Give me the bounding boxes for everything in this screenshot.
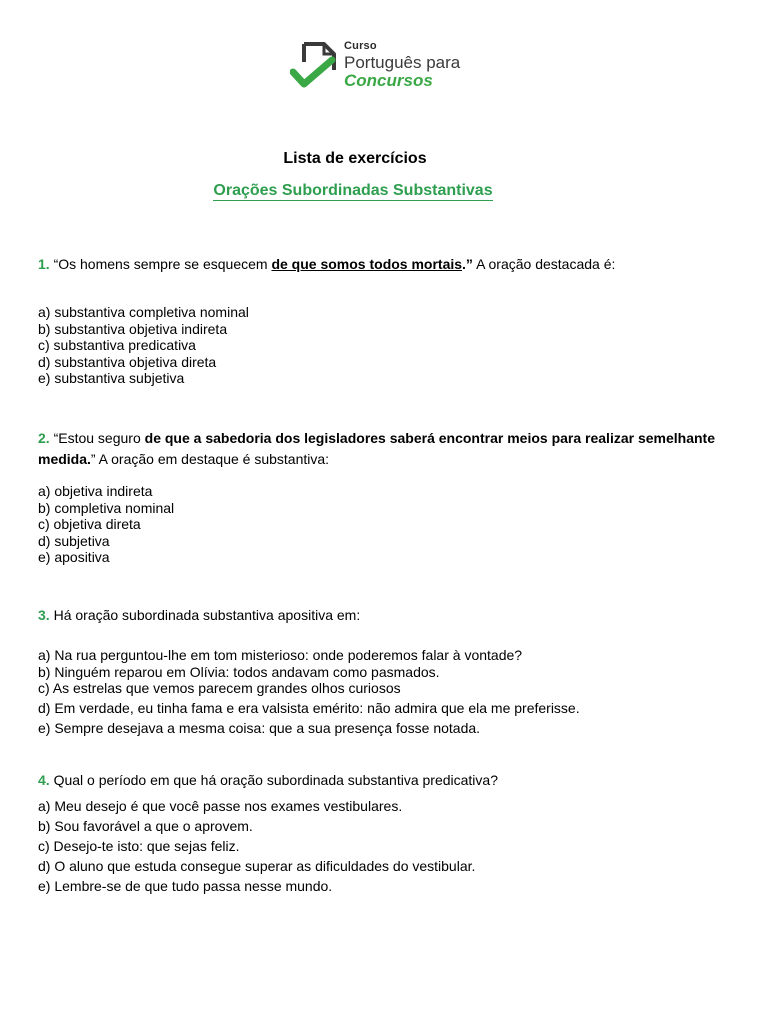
question-text-end: ” A oração em destaque é substantiva: <box>90 451 330 467</box>
option-a: a) Meu desejo é que você passe nos exames vestibulares. <box>38 798 403 814</box>
question-4-options <box>38 796 738 896</box>
question-1 <box>38 254 738 274</box>
question-text: Há oração subordinada substantiva apositiva em: <box>53 607 361 623</box>
option-a: a) Na rua perguntou-lhe em tom misterioso: onde poderemos falar à vontade? <box>38 647 523 663</box>
question-text: “Estou seguro <box>53 430 141 446</box>
option-d: d) O aluno que estuda consegue superar as dificuldades do vestibular. <box>38 858 476 874</box>
course-logo <box>290 38 490 96</box>
highlighted-clause: de que somos todos mortais <box>271 256 463 272</box>
question-text: “Os homens sempre se esquecem <box>53 256 268 272</box>
question-number: 3. <box>38 607 50 623</box>
question-2 <box>38 428 738 470</box>
option-e: e) substantiva subjetiva <box>38 370 185 386</box>
document-check-icon <box>290 40 342 92</box>
question-1-options <box>38 304 738 387</box>
option-d: d) subjetiva <box>38 532 110 549</box>
option-c: c) As estrelas que vemos parecem grandes olhos curiosos <box>38 680 401 696</box>
question-3-options <box>38 647 738 738</box>
option-d: d) substantiva objetiva direta <box>38 353 217 370</box>
logo-line-curso: Curso <box>344 40 377 52</box>
option-d: d) Em verdade, eu tinha fama e era valsista emérito: não admira que ela me preferisse. <box>38 700 580 716</box>
question-text: Qual o período em que há oração subordinada substantiva predicativa? <box>53 772 498 788</box>
question-number: 4. <box>38 772 50 788</box>
option-e: e) apositiva <box>38 549 110 565</box>
option-b: b) completiva nominal <box>38 499 175 516</box>
option-a: a) substantiva completiva nominal <box>38 304 249 320</box>
option-c: c) substantiva predicativa <box>38 337 196 353</box>
option-b: b) Sou favorável a que o aprovem. <box>38 818 253 834</box>
option-c: c) objetiva direta <box>38 516 141 532</box>
option-e: e) Sempre desejava a mesma coisa: que a sua presença fosse notada. <box>38 720 481 736</box>
option-b: b) Ninguém reparou em Olívia: todos andavam como pasmados. <box>38 663 440 680</box>
option-c: c) Desejo-te isto: que sejas feliz. <box>38 838 240 854</box>
option-a: a) objetiva indireta <box>38 483 153 499</box>
logo-line-portugues: Português para <box>344 53 461 72</box>
question-number: 2. <box>38 430 50 446</box>
subtitle-text: Orações Subordinadas Substantivas <box>213 182 493 199</box>
option-b: b) substantiva objetiva indireta <box>38 320 228 337</box>
question-number: 1. <box>38 256 50 272</box>
quote-close: .” <box>462 256 473 272</box>
highlighted-clause: de que a sabedoria dos legisladores saberá encontrar meios para realizar semelhante medida. <box>38 430 715 467</box>
question-4 <box>38 770 738 790</box>
question-2-options <box>38 483 738 566</box>
question-3 <box>38 605 738 625</box>
page-title: Lista de exercícios <box>283 150 427 167</box>
page-subtitle <box>0 182 706 200</box>
question-text-end: A oração destacada é: <box>476 256 616 272</box>
option-e: e) Lembre-se de que tudo passa nesse mundo. <box>38 878 333 894</box>
logo-line-concursos: Concursos <box>344 71 433 90</box>
